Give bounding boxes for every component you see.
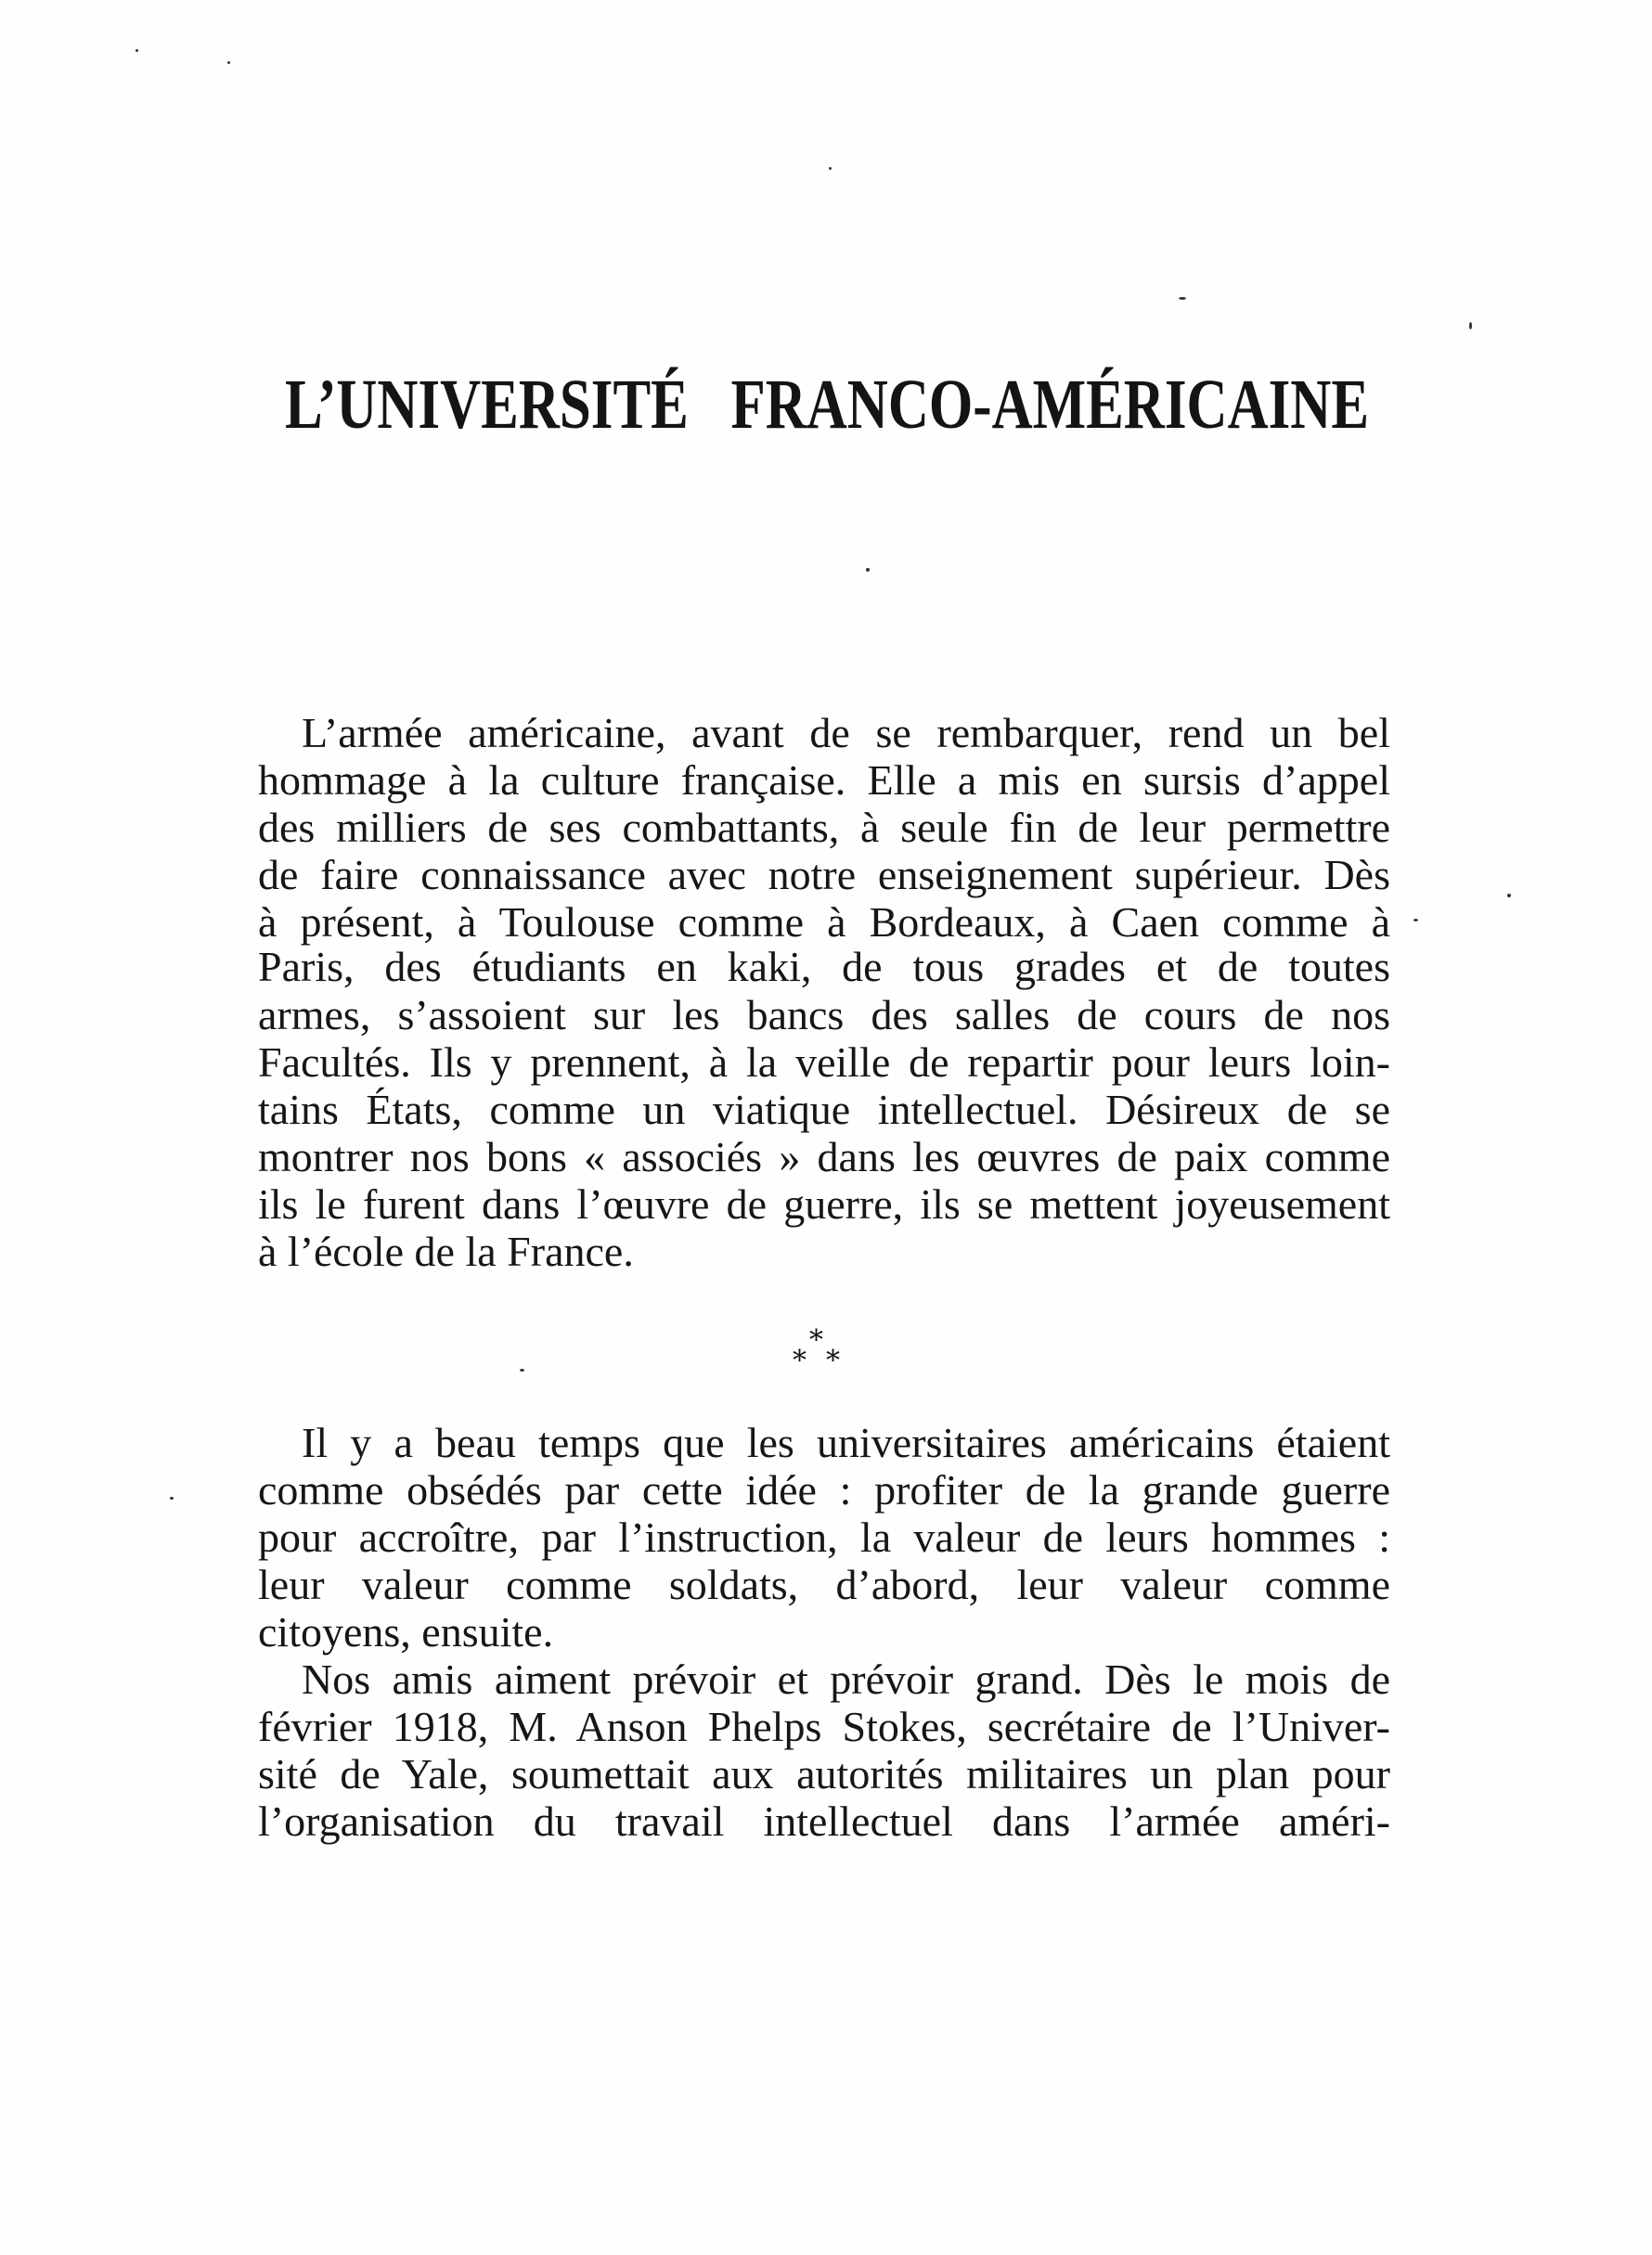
asterisk: * <box>809 1324 823 1357</box>
text-line <box>258 851 1390 898</box>
line-text: pour accroître, par l’instruction, la valeur de leurs hommes : <box>258 1514 1390 1561</box>
line-text: Nos amis aiment prévoir et prévoir grand. Dès le mois de <box>302 1656 1390 1703</box>
text-line <box>258 1750 1390 1798</box>
line-text: hommage à la culture française. Elle a mis en sursis d’appel <box>258 756 1390 804</box>
scan-speck <box>1413 919 1418 921</box>
text-line <box>258 1798 1390 1845</box>
line-text: comme obsédés par cette idée : profiter de la grande guerre <box>258 1466 1390 1514</box>
scan-speck <box>136 49 138 52</box>
text-line <box>258 804 1390 851</box>
line-text: des milliers de ses combattants, à seule fin de leur permettre <box>258 804 1390 851</box>
scan-speck <box>1179 297 1186 300</box>
line-text: l’organisation du travail intellectuel dans l’armée améri- <box>258 1798 1390 1845</box>
text-line <box>258 1561 1390 1608</box>
text-line <box>258 1703 1390 1750</box>
line-text: armes, s’assoient sur les bancs des salles de cours de nos <box>258 991 1390 1038</box>
asterisk: * <box>793 1345 807 1377</box>
line-text: février 1918, M. Anson Phelps Stokes, secrétaire de l’Univer- <box>258 1703 1390 1750</box>
asterisk: * <box>826 1345 840 1377</box>
scan-speck <box>1469 322 1472 329</box>
text-line <box>258 991 1390 1038</box>
line-text: tains États, comme un viatique intellectuel. Désireux de se <box>258 1086 1390 1133</box>
text-line <box>258 1514 1390 1561</box>
text-line <box>302 709 1390 756</box>
scan-speck <box>1507 894 1511 897</box>
line-text: sité de Yale, soumettait aux autorités militaires un plan pour <box>258 1750 1390 1798</box>
line-text: ils le furent dans l’œuvre de guerre, ils se mettent joyeusement <box>258 1180 1390 1228</box>
chapter-title <box>285 367 1369 442</box>
text-line <box>258 756 1390 804</box>
scan-speck <box>520 1369 524 1372</box>
text-line <box>258 1086 1390 1133</box>
text-line <box>258 1608 1390 1656</box>
text-line <box>258 1466 1390 1514</box>
line-text: Il y a beau temps que les universitaires américains étaient <box>302 1419 1390 1466</box>
text-line <box>302 1419 1390 1466</box>
text-line <box>258 1133 1390 1180</box>
line-text: Paris, des étudiants en kaki, de tous grades et de toutes <box>258 943 1390 990</box>
text-line <box>258 943 1390 990</box>
line-text: citoyens, ensuite. <box>258 1608 554 1656</box>
scan-speck <box>227 61 230 64</box>
line-text: montrer nos bons « associés » dans les œuvres de paix comme <box>258 1133 1390 1180</box>
line-text: L’armée américaine, avant de se rembarquer, rend un bel <box>302 709 1390 756</box>
text-line <box>258 1038 1390 1086</box>
text-line <box>258 898 1390 946</box>
scan-speck <box>170 1497 174 1500</box>
line-text: à l’école de la France. <box>258 1228 634 1275</box>
line-text: Facultés. Ils y prennent, à la veille de repartir pour leurs loin- <box>258 1038 1390 1086</box>
line-text: leur valeur comme soldats, d’abord, leur valeur comme <box>258 1561 1390 1608</box>
asterism-icon <box>789 1324 854 1383</box>
scan-speck <box>866 568 870 572</box>
line-text: de faire connaissance avec notre enseignement supérieur. Dès <box>258 851 1390 898</box>
scan-speck <box>829 167 832 170</box>
text-line <box>258 1228 1390 1275</box>
text-line <box>302 1656 1390 1703</box>
text-line <box>258 1180 1390 1228</box>
chapter-title-text: L’UNIVERSITÉ FRANCO-AMÉRICAINE <box>285 366 1369 444</box>
line-text: à présent, à Toulouse comme à Bordeaux, à Caen comme à <box>258 898 1390 946</box>
